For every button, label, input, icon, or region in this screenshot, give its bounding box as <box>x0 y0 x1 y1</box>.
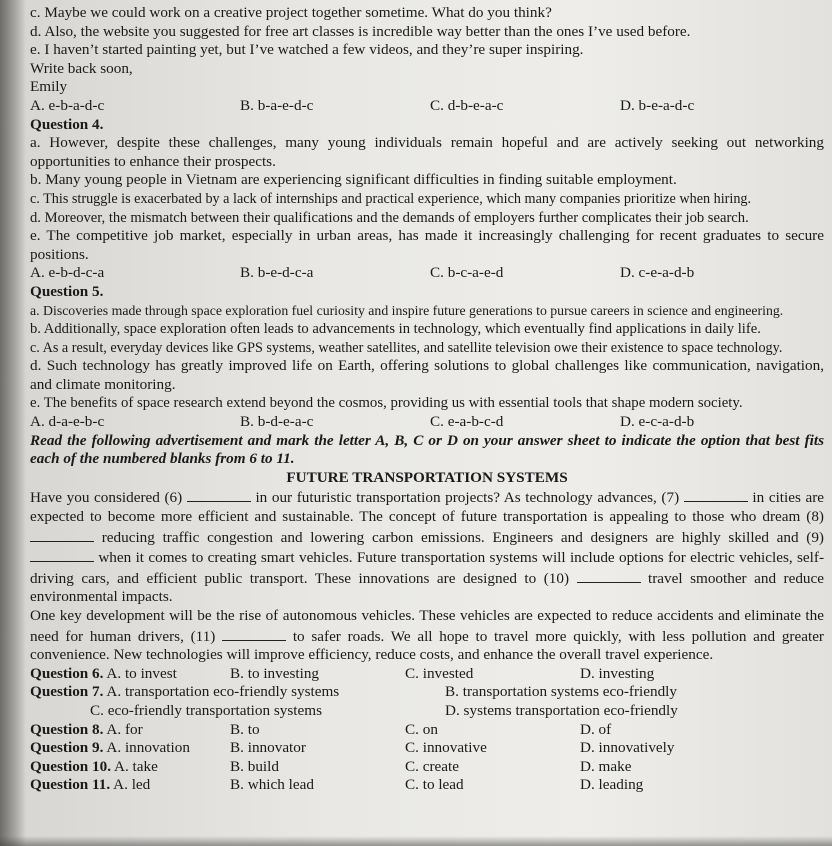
question-label: Question 7. <box>30 683 104 701</box>
question-10-options <box>30 758 824 777</box>
option-d[interactable]: D. systems transportation eco-friendly <box>445 701 678 719</box>
option-a[interactable]: A. led <box>113 776 151 794</box>
passage-text: in cities are expected to become more efficient and sustainable. The concept of future transportation is appealing to those who dream (8) <box>30 489 825 526</box>
blank-11[interactable] <box>222 626 286 641</box>
question-label: Question 9. <box>30 739 104 757</box>
instruction-text: Read the following advertisement and mark the letter A, B, C or D on your answer sheet to indicate the option that best fits each of the numbered blanks from 6 to 11. <box>30 431 824 468</box>
option-c[interactable]: C. create <box>405 757 459 775</box>
option-b[interactable]: B. which lead <box>230 776 314 794</box>
blank-6[interactable] <box>187 487 251 502</box>
question-6-options <box>30 665 824 684</box>
letter-signature: Emily <box>30 78 68 96</box>
q5-sentence-d: d. Such technology has greatly improved life on Earth, offering solutions to global challenges like communication, navigation, and climate monitoring. <box>30 357 824 393</box>
q5-sentence-a: a. Discoveries made through space exploration fuel curiosity and inspire future generations to pursue careers in science and engineering. <box>30 302 784 318</box>
option-d[interactable]: D. e-c-a-d-b <box>620 413 695 431</box>
option-d[interactable]: D. of <box>580 720 612 738</box>
option-a[interactable]: A. to invest <box>106 664 177 682</box>
q5-sentence-b: b. Additionally, space exploration often leads to advancements in technology, which eventually find applications in daily life. <box>30 321 761 338</box>
q4-sentence-b: b. Many young people in Vietnam are experiencing significant difficulties in finding suitable employment. <box>30 171 677 189</box>
question-label: Question 10. <box>30 757 112 775</box>
option-a[interactable]: A. e-b-d-c-a <box>30 264 105 282</box>
q5-sentence-e: e. The benefits of space research extend beyond the cosmos, providing us with essential tools that shape modern society. <box>30 395 743 412</box>
question-5-options <box>30 413 824 432</box>
blank-8[interactable] <box>30 527 94 542</box>
option-c[interactable]: C. to lead <box>405 776 464 794</box>
q5-sentence-c: c. As a result, everyday devices like GPS systems, weather satellites, and satellite television owe their existence to space technology. <box>30 339 783 356</box>
option-a[interactable]: A. take <box>113 757 158 775</box>
option-c[interactable]: C. invested <box>405 664 474 682</box>
option-c[interactable]: C. d-b-e-a-c <box>430 96 504 114</box>
page-edge-shadow <box>0 0 26 846</box>
option-d[interactable]: D. leading <box>580 776 644 794</box>
passage-text: travel smoother and reduce environmental impacts. <box>30 569 824 606</box>
option-a[interactable]: A. innovation <box>106 739 190 757</box>
letter-closing: Write back soon, <box>30 59 133 77</box>
passage-text: One key development will be the rise of autonomous vehicles. These vehicles are expected to reduce accidents and eliminate the need for human drivers, (11) <box>30 607 824 645</box>
passage-text: reducing traffic congestion and lowering carbon emissions. Engineers and designers are highly skilled and (9) <box>101 528 824 546</box>
option-b[interactable]: B. b-d-e-a-c <box>240 413 314 431</box>
option-a[interactable]: A. d-a-e-b-c <box>30 413 105 431</box>
passage-title: FUTURE TRANSPORTATION SYSTEMS <box>286 468 568 486</box>
passage-text: Have you considered (6) <box>30 489 183 507</box>
option-d[interactable]: D. innovatively <box>580 739 675 757</box>
option-d[interactable]: D. c-e-a-d-b <box>620 264 695 282</box>
passage-text: to safer roads. We all hope to travel more quickly, with less pollution and greater convenience. New technologies will improve efficiency, reduce costs, and enhance the overall travel experience. <box>30 627 824 664</box>
q4-sentence-c: c. This struggle is exacerbated by a lack of internships and practical experience, which many companies prioritize when hiring. <box>30 190 752 207</box>
blank-10[interactable] <box>577 568 641 583</box>
q4-sentence-a: a. However, despite these challenges, many young individuals remain hopeful and are actively seeking out networking opportunities to enhance their prospects. <box>30 134 824 170</box>
passage-paragraph-2 <box>30 607 824 665</box>
question-4-label: Question 4. <box>30 115 104 133</box>
q4-sentence-d: d. Moreover, the mismatch between their qualifications and the demands of employers further complicates their job search. <box>30 209 749 226</box>
question-label: Question 6. <box>30 664 104 682</box>
letter-line-e: e. I haven’t started painting yet, but I’ve watched a few videos, and they’re super inspiring. <box>30 41 584 59</box>
option-c[interactable]: C. eco-friendly transportation systems <box>90 701 322 719</box>
question-7-options-row1 <box>30 683 824 702</box>
blank-9[interactable] <box>30 547 94 562</box>
passage-text: when it comes to creating smart vehicles. Future transportation systems will include options for electric vehicles, self-driving cars, and efficient public transport. These innovations are designed to (10) <box>30 549 824 587</box>
option-d[interactable]: D. investing <box>580 664 655 682</box>
option-b[interactable]: B. to <box>230 720 260 738</box>
option-b[interactable]: B. b-e-d-c-a <box>240 264 314 282</box>
page-bottom-shadow <box>0 836 832 846</box>
option-d[interactable]: D. b-e-a-d-c <box>620 96 695 114</box>
question-label: Question 11. <box>30 776 111 794</box>
question-3-options <box>30 97 824 116</box>
passage-paragraph-1 <box>30 487 824 607</box>
option-c[interactable]: C. e-a-b-c-d <box>430 413 504 431</box>
letter-line-c: c. Maybe we could work on a creative project together sometime. What do you think? <box>30 4 552 21</box>
question-7-options-row2 <box>30 702 824 721</box>
option-c[interactable]: C. b-c-a-e-d <box>430 264 504 282</box>
option-b[interactable]: B. to investing <box>230 664 320 682</box>
passage-text: in our futuristic transportation projects? As technology advances, (7) <box>255 489 680 507</box>
option-a[interactable]: A. for <box>106 720 143 738</box>
option-c[interactable]: C. innovative <box>405 739 487 757</box>
option-b[interactable]: B. innovator <box>230 739 306 757</box>
question-label: Question 8. <box>30 720 104 738</box>
question-5-label: Question 5. <box>30 282 104 300</box>
option-c[interactable]: C. on <box>405 720 438 738</box>
option-b[interactable]: B. b-a-e-d-c <box>240 96 314 114</box>
question-4-options <box>30 264 824 283</box>
option-b[interactable]: B. build <box>230 757 279 775</box>
letter-line-d: d. Also, the website you suggested for free art classes is incredible way better than the ones I’ve used before. <box>30 22 691 40</box>
blank-7[interactable] <box>684 487 748 502</box>
question-11-options <box>30 776 824 795</box>
question-8-options <box>30 721 824 740</box>
option-d[interactable]: D. make <box>580 757 632 775</box>
option-a[interactable]: A. e-b-a-d-c <box>30 96 105 114</box>
q4-sentence-e: e. The competitive job market, especially in urban areas, has made it increasingly challenging for recent graduates to secure positions. <box>30 227 824 263</box>
option-a[interactable]: A. transportation eco-friendly systems <box>106 683 340 701</box>
option-b[interactable]: B. transportation systems eco-friendly <box>445 683 677 701</box>
question-9-options <box>30 739 824 758</box>
